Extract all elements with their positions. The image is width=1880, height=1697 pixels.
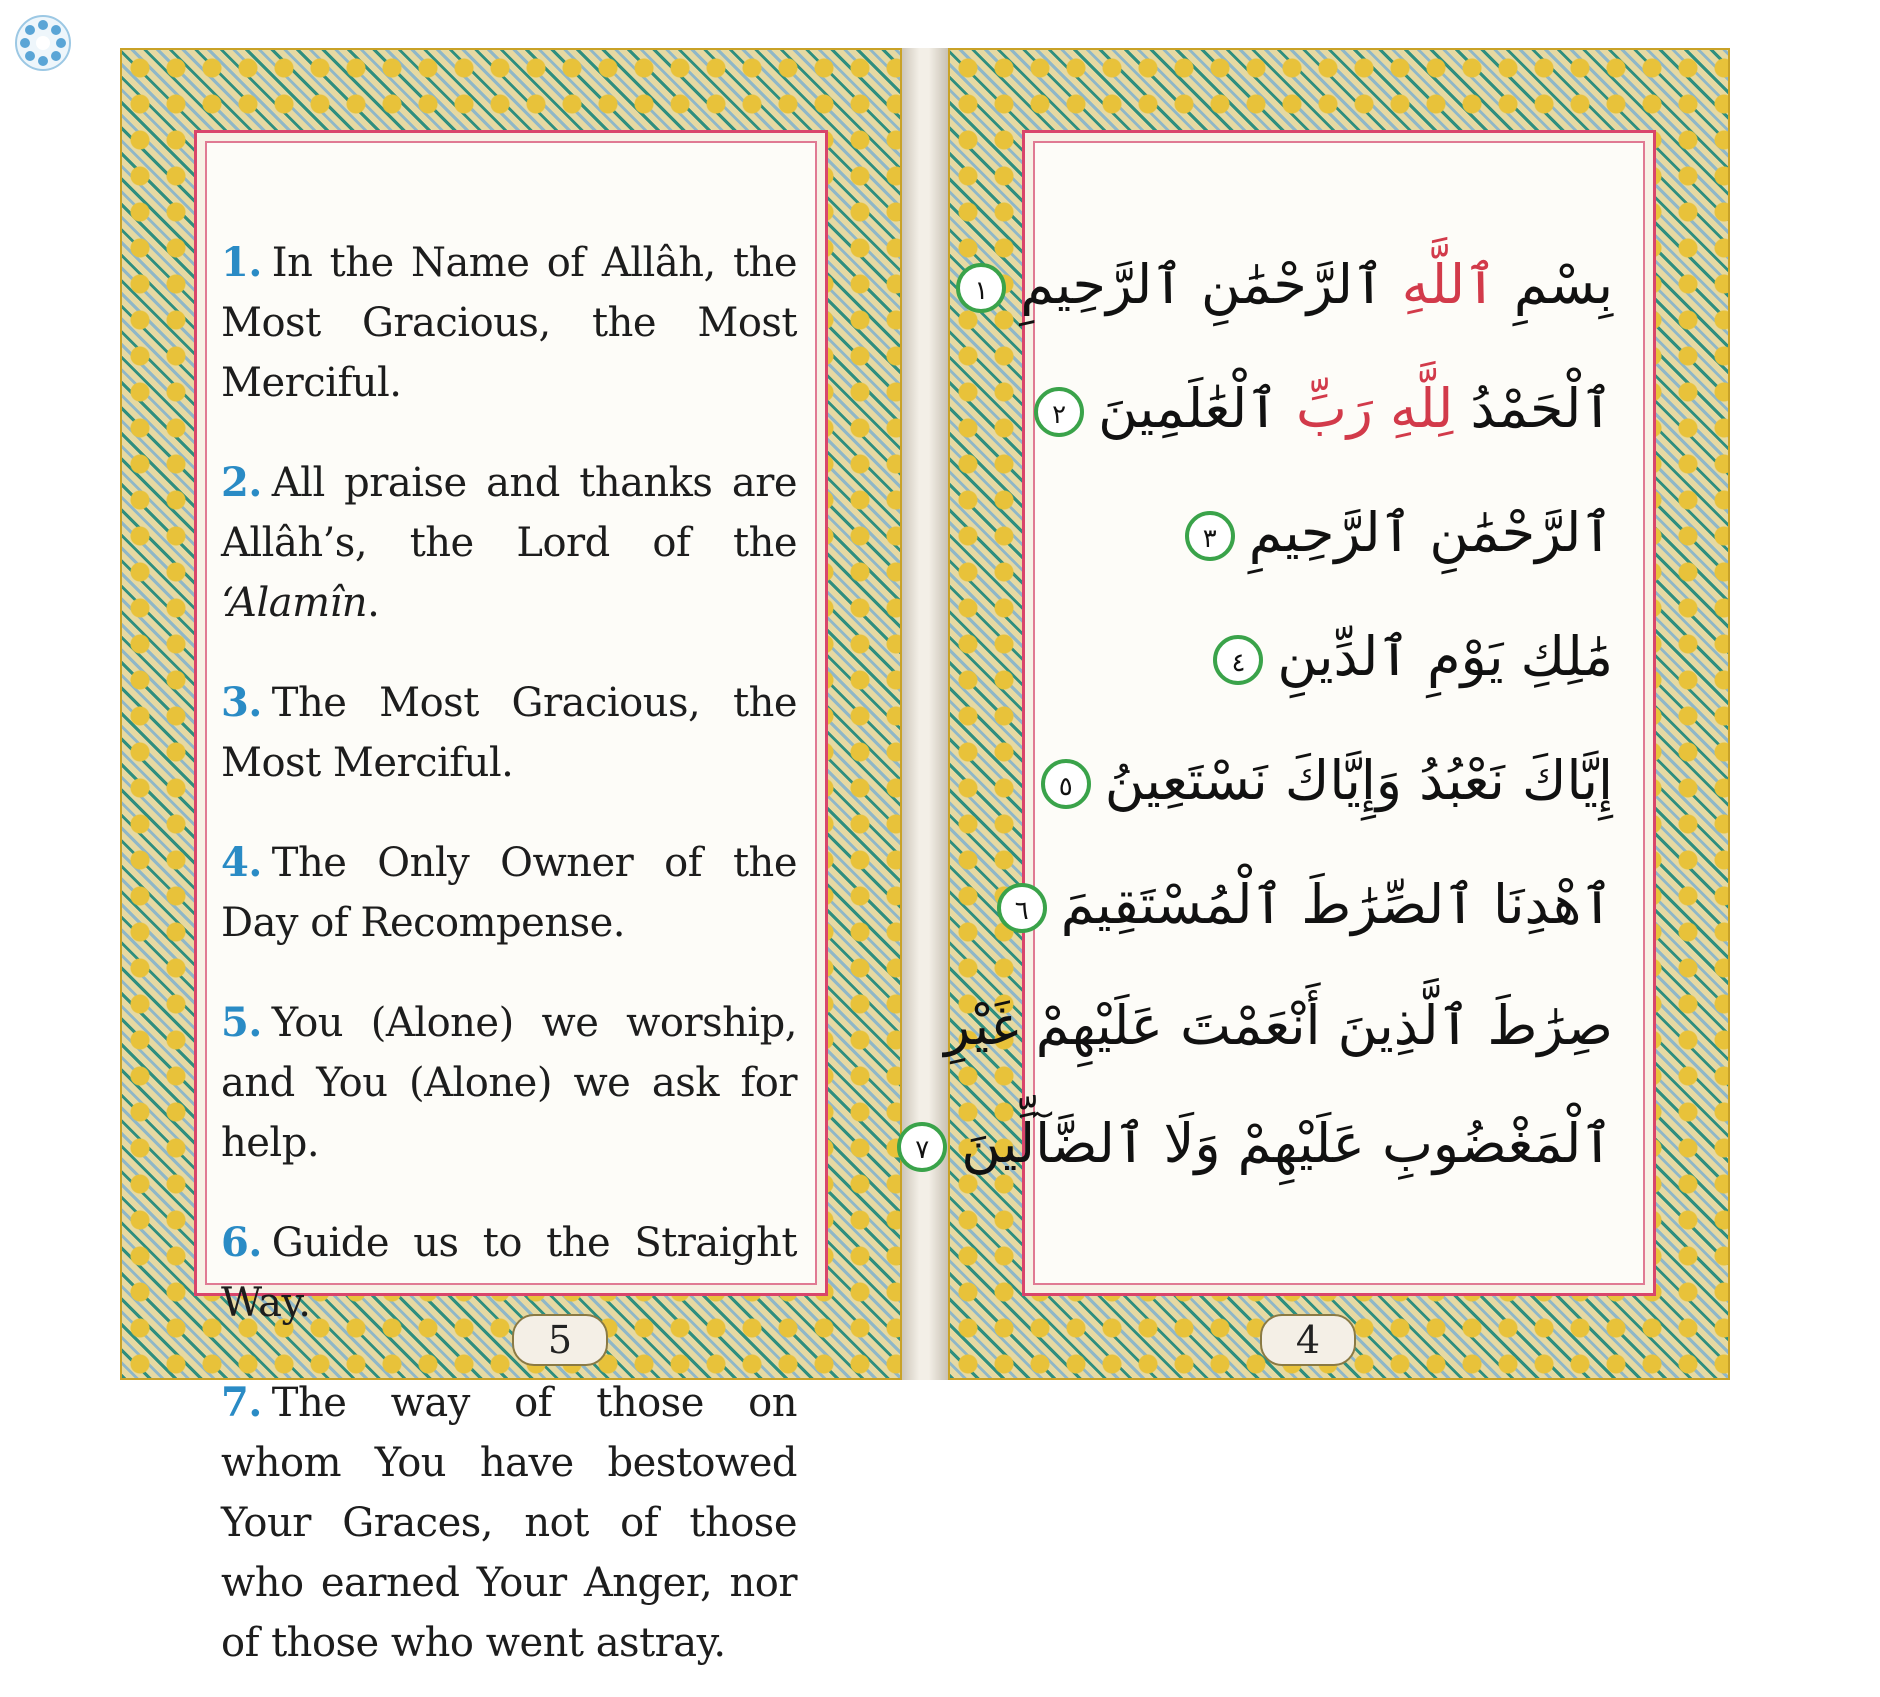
translation-verse-4 — [221, 833, 797, 953]
ayah-end-marker: ٢ — [1034, 387, 1084, 437]
ayah-text: ٱلْعَٰلَمِينَ — [1098, 377, 1296, 440]
right-page — [915, 48, 1730, 1380]
arabic-ayah-1 — [974, 223, 1613, 347]
translation-verse-list — [221, 193, 797, 1697]
page-number-4: 4 — [1260, 1314, 1356, 1366]
arabic-ayah-3 — [1045, 471, 1613, 595]
ayah-text: ٱلْمَغْضُوبِ عَلَيْهِمْ وَلَا ٱلضَّآلِّينَ — [961, 1112, 1613, 1175]
verse-number: 6. — [221, 1219, 262, 1266]
translation-verse-2 — [221, 453, 797, 633]
right-page-text-frame — [915, 130, 1656, 1296]
verse-number: 2. — [221, 459, 262, 506]
ayah-highlight-text: ٱللَّهِ — [1401, 253, 1497, 316]
ayah-text: صِرَٰطَ ٱلَّذِينَ أَنْعَمْتَ عَلَيْهِمْ غَيْرِ — [944, 994, 1613, 1057]
ayah-highlight-text: لِلَّهِ رَبِّ — [1295, 377, 1454, 440]
ayah-end-marker: ٣ — [1185, 511, 1235, 561]
ayah-text: إِيَّاكَ نَعْبُدُ وَإِيَّاكَ نَسْتَعِينُ — [1104, 749, 1613, 812]
arabic-ayah-7-line-1 — [944, 967, 1613, 1085]
verse-text: The Most Gracious, the Most Merciful. — [221, 680, 797, 786]
arabic-ayah-list — [915, 223, 1613, 1203]
arabic-ayah-2 — [1045, 347, 1613, 471]
flower-logo-icon — [14, 14, 72, 72]
ayah-text: ٱلرَّحْمَٰنِ ٱلرَّحِيمِ — [1248, 501, 1613, 564]
translation-verse-7 — [221, 1373, 797, 1673]
verse-text: You (Alone) we worship, and You (Alone) we ask for help. — [221, 1000, 797, 1166]
verse-text: Guide us to the Straight Way. — [221, 1220, 797, 1326]
arabic-ayah-7-line-2 — [915, 1085, 1613, 1203]
ayah-end-marker: ٧ — [897, 1122, 947, 1172]
ayah-text: مَٰلِكِ يَوْمِ ٱلدِّينِ — [1277, 625, 1613, 688]
verse-number: 4. — [221, 839, 262, 886]
verse-text: In the Name of Allâh, the Most Gracious, the Most Merciful. — [221, 240, 797, 406]
ayah-text: ٱلْحَمْدُ — [1453, 377, 1613, 440]
page-number-5: 5 — [512, 1314, 608, 1366]
verse-italic-term: ‘Alamîn — [221, 580, 368, 626]
ayah-end-marker: ٦ — [997, 883, 1047, 933]
translation-verse-5 — [221, 993, 797, 1173]
ayah-text: ٱهْدِنَا ٱلصِّرَٰطَ ٱلْمُسْتَقِيمَ — [1060, 873, 1613, 936]
arabic-ayah-6 — [1014, 843, 1613, 967]
verse-text: The way of those on whom You have bestowed Your Graces, not of those who earned Your Anger, nor of those who went astray. — [221, 1380, 797, 1666]
translation-verse-1 — [221, 233, 797, 413]
verse-text: The Only Owner of the Day of Recompense. — [221, 840, 797, 946]
ayah-text: ٱلرَّحْمَٰنِ ٱلرَّحِيمِ — [1020, 253, 1402, 316]
verse-number: 5. — [221, 999, 262, 1046]
left-page — [120, 48, 902, 1666]
translation-verse-3 — [221, 673, 797, 793]
translation-verse-6 — [221, 1213, 797, 1333]
ayah-end-marker: ٥ — [1041, 759, 1091, 809]
verse-text: All praise and thanks are Allâh’s, the Lord of the — [221, 460, 797, 566]
ayah-end-marker: ١ — [956, 263, 1006, 313]
arabic-ayah-4 — [1045, 595, 1613, 719]
arabic-ayah-5 — [1045, 719, 1613, 843]
verse-number: 3. — [221, 679, 262, 726]
verse-number: 7. — [221, 1379, 262, 1426]
verse-end-punctuation: . — [367, 580, 380, 626]
ayah-text: بِسْمِ — [1496, 253, 1613, 316]
left-page-text-frame — [194, 130, 828, 1666]
ayah-end-marker: ٤ — [1213, 635, 1263, 685]
verse-number: 1. — [221, 239, 262, 286]
